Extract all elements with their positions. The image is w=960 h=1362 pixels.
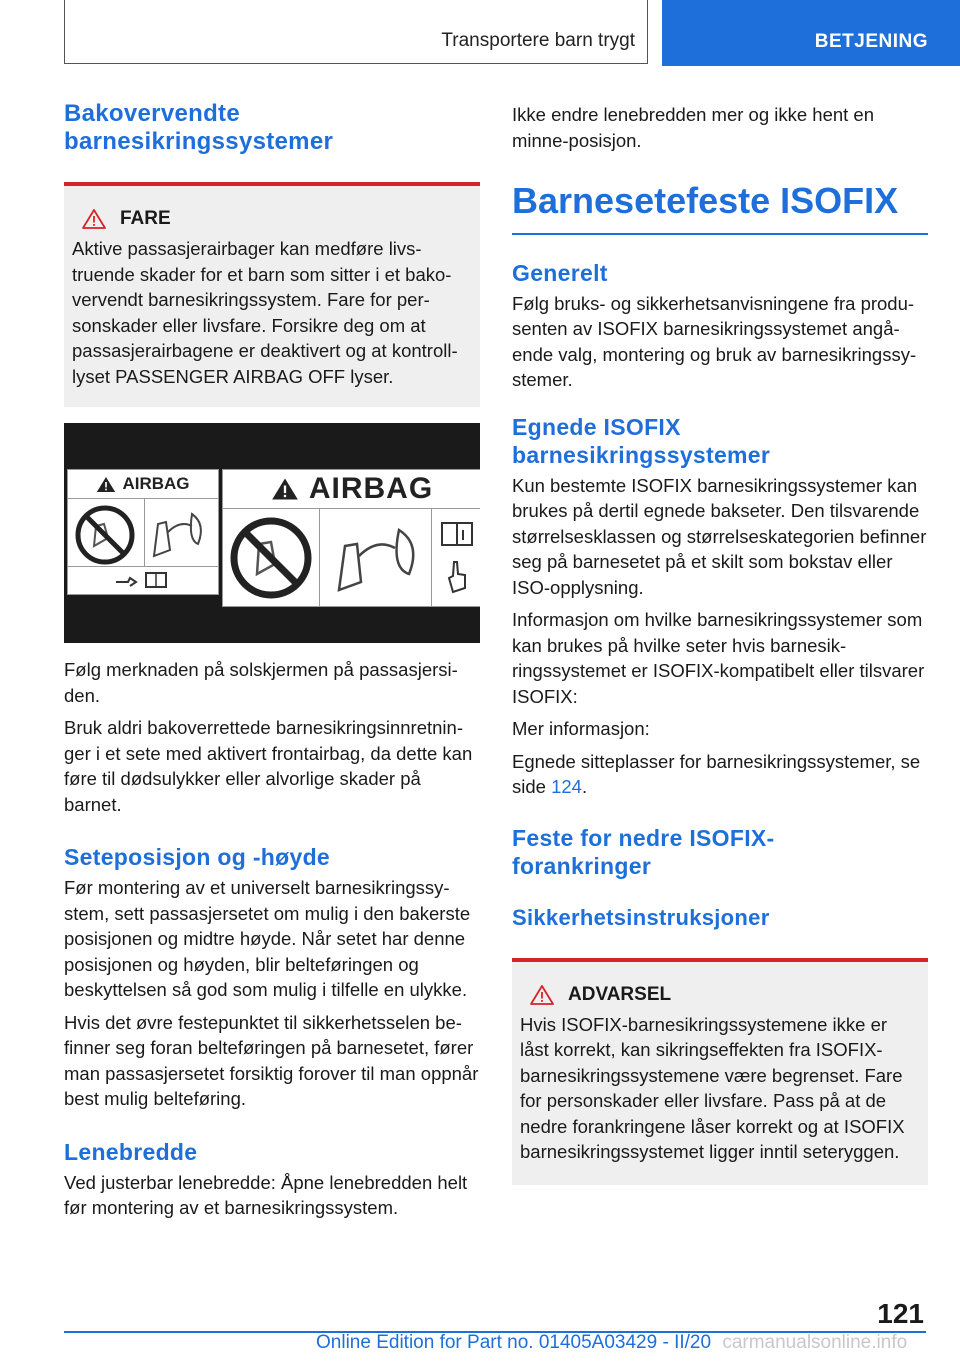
para-more-info: Mer informasjon: <box>512 718 650 739</box>
warning-text: Hvis ISOFIX-barnesikringssystemene ikke er låst korrekt, kan sikringseffekten fra ISOFIX-barnesikringssystemene være begrenset. Fare for personskader eller livsfare. Pass på at de nedre forankringene låser korrekt og at ISOFIX barnesikringssystemet ligger inntil seteryggen. <box>520 1013 905 1162</box>
para-backrest-width: Ved justerbar lenebredde: Åpne lenebredden helt før montering av et barnesikringssystem. <box>64 1171 468 1218</box>
warning-triangle-icon <box>271 477 299 501</box>
page-link-124[interactable]: 124 <box>551 776 582 797</box>
watermark-text: carmanualsonline.info <box>722 1332 908 1353</box>
heading-seat-position: Seteposisjon og -høyde <box>64 844 331 870</box>
airbag-label-small <box>67 469 219 595</box>
para-suitable-isofix: Kun bestemte ISOFIX barnesikringssystemer kan brukes på dertil egnede bakseter. Den tilsvarende størrelsesklassen og størrelseskategorien befinner seg på barnesetet på et skilt som bokstav eller ISO-opplysning. <box>512 474 927 598</box>
header-chapter-box <box>64 0 648 64</box>
no-rear-child-seat-icon <box>74 504 136 566</box>
heading-backrest-width: Lenebredde <box>64 1138 198 1165</box>
heading-rule <box>512 233 928 235</box>
no-rear-child-seat-icon <box>229 516 313 600</box>
airbag-label-large <box>222 469 480 607</box>
header-section-tab <box>662 0 960 66</box>
right-column <box>512 100 928 1185</box>
left-column <box>64 100 480 1221</box>
header-section: BETJENING <box>814 31 928 52</box>
airbag-label-image <box>64 423 480 643</box>
header-chapter: Transportere barn trygt <box>441 30 635 51</box>
warning-title: ADVARSEL <box>568 983 672 1005</box>
airbag-large-text: AIRBAG <box>308 472 434 505</box>
warning-triangle-icon <box>96 476 116 493</box>
para-seat-position: Før montering av et universelt barnesikringssystem, sett passasjersetet om mulig i den bakerste posisjonen og midtre høyde. Når setet har denne posisjonen og høyden, blir belteføringen og beskyttelsen så god som mulig i tilfelle en ulykke. <box>64 877 471 1000</box>
airbag-small-text: AIRBAG <box>122 474 190 493</box>
see-page-text: Egnede sitteplasser for barnesikringssystemer, se side <box>512 750 921 797</box>
see-page-end: . <box>581 776 588 797</box>
heading-rear-facing: Bakovervendte barnesikringssystemer <box>64 100 334 155</box>
heading-isofix: Barnesetefeste ISOFIX <box>512 180 899 221</box>
footer-edition <box>316 1332 907 1354</box>
para-isofix-info: Informasjon om hvilke barnesikringssystemer som kan brukes på hvilke seter hvis barnesikringssystemet er ISOFIX-kompatibelt eller tilsvarer ISOFIX: <box>512 609 925 707</box>
airbag-seat-icon <box>325 518 425 598</box>
danger-text: Aktive passasjerairbager kan medføre livstruende skader for et barn som sitter i et bakovervendt barnesikringssystem. Fare for personskader eller livsfare. Forsikre deg om at passasjerairbagene er deaktivert og at kontrolllyset PASSENGER AIRBAG OFF lyser. <box>72 238 458 387</box>
airbag-seat-icon <box>144 504 210 564</box>
heading-suitable-isofix: Egnede ISOFIX barnesikringssystemer <box>512 413 771 468</box>
heading-lower-anchors: Feste for nedre ISOFIX-forankringer <box>512 824 775 879</box>
warning-triangle-icon <box>530 985 554 1005</box>
page-number: 121 <box>877 1298 924 1329</box>
warning-triangle-icon <box>82 209 106 229</box>
warning-box <box>512 958 928 1185</box>
heading-general: Generelt <box>512 259 608 286</box>
para-general: Følg bruks- og sikkerhetsanvisningene fra produsenten av ISOFIX barnesikringssystemet angående valg, montering og bruk av barnesikringssystemer. <box>512 292 917 390</box>
para-see-page <box>512 749 928 800</box>
manual-book-icon <box>439 520 475 548</box>
para-sunvisor: Følg merknaden på solskjermen på passasjersiden. <box>64 659 458 706</box>
manual-pointer-icon <box>112 570 172 590</box>
danger-box <box>64 182 480 407</box>
danger-title: FARE <box>120 208 171 229</box>
edition-text: Online Edition for Part no. 01405A03429 - II/20 <box>316 1332 712 1353</box>
para-never-rear-facing: Bruk aldri bakoverrettede barnesikringsinnretninger i et sete med aktivert frontairbag, da dette kan føre til dødsulykker eller alvorlige skader på barnet. <box>64 717 473 815</box>
heading-safety-instructions: Sikkerhetsinstruksjoner <box>512 904 770 930</box>
hand-pointer-icon <box>443 558 471 594</box>
para-upper-anchor: Hvis det øvre festepunktet til sikkerhetsselen befinner seg foran belteføringen på barnesetet, fører man passasjersetet forsiktig forover til man oppnår best mulig belteføring. <box>64 1011 479 1109</box>
para-no-memory: Ikke endre lenebredden mer og ikke hent en minne-posisjon. <box>512 104 875 151</box>
